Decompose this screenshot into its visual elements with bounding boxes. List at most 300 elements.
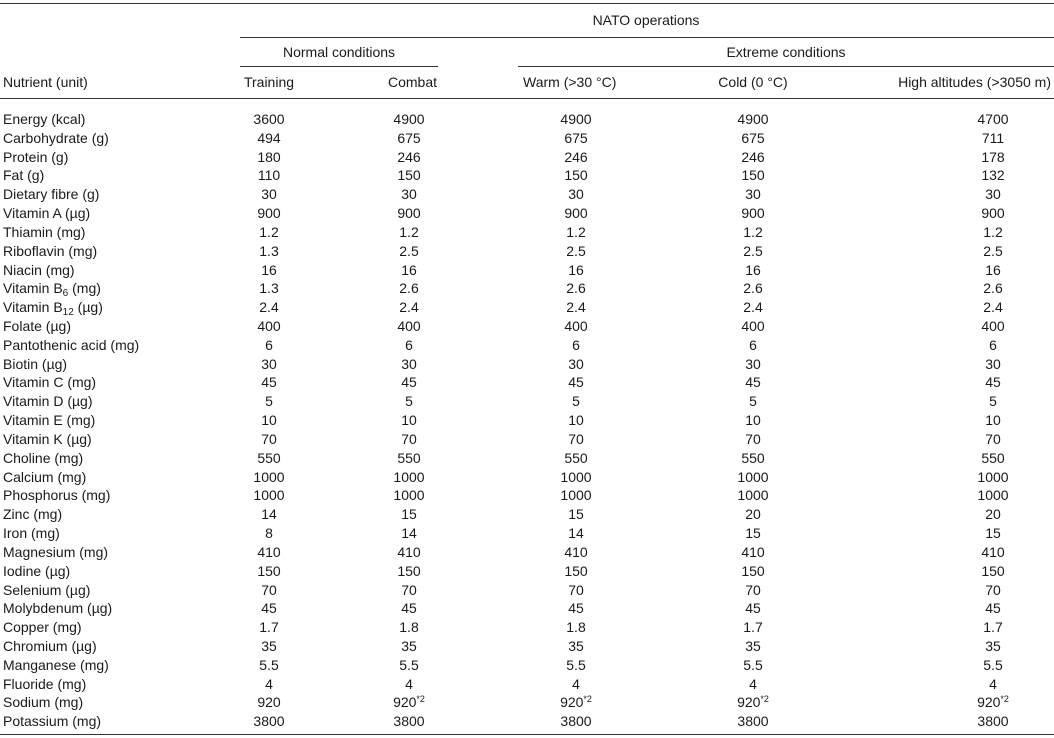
table-cell [399, 298, 418, 316]
cell-value: 10 [985, 412, 1001, 428]
table-cell [741, 166, 764, 184]
table-cell [985, 373, 1001, 391]
cell-value: 1000 [253, 487, 285, 503]
cell-value: 4 [989, 676, 997, 692]
row-label [3, 712, 101, 730]
table-cell [568, 505, 584, 523]
table-cell [985, 581, 1001, 599]
table-cell [981, 148, 1004, 166]
cell-value: 4900 [393, 111, 425, 127]
cell-value: 3800 [253, 713, 285, 729]
cell-value: 178 [981, 149, 1005, 165]
cell-value: 16 [401, 262, 417, 278]
row-label-text: Iodine (µg) [3, 563, 71, 579]
row-label [3, 693, 83, 711]
cell-value: 35 [401, 638, 417, 654]
row-label-text: Fluoride (mg) [3, 676, 87, 692]
row-label [3, 411, 95, 429]
table-cell [257, 562, 280, 580]
table-cell [261, 581, 277, 599]
table-cell [261, 637, 277, 655]
table-cell [737, 110, 768, 128]
table-cell [981, 204, 1004, 222]
table-cell [261, 599, 277, 617]
row-label [3, 524, 60, 542]
table-cell [983, 242, 1002, 260]
cell-value: 1000 [393, 487, 425, 503]
footnote-marker: *2 [416, 694, 425, 704]
table-cell [401, 505, 417, 523]
table-cell [572, 392, 580, 410]
row-label [3, 373, 96, 391]
cell-value: 1.8 [566, 619, 586, 635]
header-col-high-altitudes: High altitudes (>3050 m) [898, 74, 1051, 90]
cell-value: 900 [397, 205, 421, 221]
table-cell [257, 449, 280, 467]
cell-value: 1000 [560, 469, 592, 485]
cell-value: 15 [568, 506, 584, 522]
cell-value: 35 [745, 638, 761, 654]
row-label [3, 599, 112, 617]
table-cell [253, 110, 284, 128]
table-cell [981, 543, 1004, 561]
header-col-training: Training [243, 74, 295, 90]
cell-value: 10 [401, 412, 417, 428]
table-cell [989, 675, 997, 693]
row-label-text: Potassium (mg) [3, 713, 102, 729]
row-label [3, 166, 44, 184]
header-extreme-conditions: Extreme conditions [726, 44, 846, 60]
table-cell [745, 599, 761, 617]
table-cell [741, 543, 764, 561]
table-cell [981, 562, 1004, 580]
cell-value: 410 [564, 544, 588, 560]
table-cell [566, 618, 585, 636]
cell-value: 5 [989, 393, 997, 409]
row-label-text: Iron (mg) [3, 525, 60, 541]
row-label [3, 204, 90, 222]
row-label [3, 618, 82, 636]
cell-value: 4700 [977, 111, 1009, 127]
table-cell [399, 223, 418, 241]
table-cell [745, 373, 761, 391]
cell-value: 6 [265, 337, 273, 353]
table-cell [397, 148, 420, 166]
row-label-text: Vitamin B [3, 280, 63, 296]
cell-value: 132 [981, 167, 1005, 183]
cell-value: 550 [564, 450, 588, 466]
table-cell [265, 392, 273, 410]
cell-value: 70 [401, 431, 417, 447]
cell-value: 70 [401, 582, 417, 598]
table-cell [253, 712, 284, 730]
cell-value: 5 [265, 393, 273, 409]
row-label [3, 261, 75, 279]
cell-value: 920 [977, 694, 1001, 710]
row-label [3, 430, 92, 448]
cell-value: 1.2 [399, 224, 419, 240]
table-cell [564, 148, 587, 166]
table-cell [401, 355, 417, 373]
table-cell [564, 317, 587, 335]
cell-value: 410 [257, 544, 281, 560]
row-label-text: Vitamin B [3, 299, 63, 315]
table-cell [745, 411, 761, 429]
row-label [3, 543, 108, 561]
cell-value: 4 [749, 676, 757, 692]
row-label [3, 656, 109, 674]
cell-value: 70 [261, 431, 277, 447]
cell-value: 3800 [737, 713, 769, 729]
table-cell [393, 468, 424, 486]
row-label [3, 279, 101, 297]
table-cell [741, 129, 764, 147]
cell-value: 45 [745, 374, 761, 390]
cell-value: 30 [401, 356, 417, 372]
table-cell [401, 599, 417, 617]
table-cell [985, 524, 1001, 542]
cell-value: 1.8 [399, 619, 419, 635]
table-cell [257, 543, 280, 561]
cell-value: 70 [985, 431, 1001, 447]
header-bottom-rule [0, 98, 1054, 99]
table-cell [259, 223, 278, 241]
row-label-text: Calcium (mg) [3, 469, 87, 485]
cell-value: 150 [257, 563, 281, 579]
table-cell [401, 411, 417, 429]
cell-value: 900 [564, 205, 588, 221]
table-cell [259, 656, 278, 674]
table-cell [253, 468, 284, 486]
cell-value: 16 [985, 262, 1001, 278]
row-label-unit: (µg) [73, 299, 103, 315]
table-cell [261, 185, 277, 203]
table-cell [983, 618, 1002, 636]
cell-value: 70 [985, 582, 1001, 598]
table-cell [560, 468, 591, 486]
cell-value: 30 [985, 186, 1001, 202]
footnote-marker: *2 [583, 694, 592, 704]
extreme-rule [518, 66, 1054, 67]
cell-value: 4900 [737, 111, 769, 127]
cell-value: 150 [564, 563, 588, 579]
row-label-text: Zinc (mg) [3, 506, 63, 522]
table-cell [566, 279, 585, 297]
row-label-text: Thiamin (mg) [3, 224, 86, 240]
cell-value: 410 [397, 544, 421, 560]
cell-value: 5 [749, 393, 757, 409]
row-label-text: Magnesium (mg) [3, 544, 109, 560]
cell-value: 675 [564, 130, 588, 146]
table-cell [977, 693, 1009, 711]
cell-value: 70 [745, 582, 761, 598]
table-cell [258, 166, 280, 184]
cell-value: 5.5 [983, 657, 1003, 673]
cell-value: 10 [568, 412, 584, 428]
cell-value: 70 [745, 431, 761, 447]
table-cell [568, 185, 584, 203]
cell-value: 180 [257, 149, 281, 165]
cell-value: 20 [745, 506, 761, 522]
row-label [3, 185, 99, 203]
table-cell [257, 693, 280, 711]
table-cell [560, 110, 591, 128]
cell-value: 1.3 [259, 280, 279, 296]
table-cell [985, 505, 1001, 523]
cell-value: 4900 [560, 111, 592, 127]
table-cell [261, 355, 277, 373]
table-cell [745, 185, 761, 203]
row-label [3, 581, 90, 599]
cell-value: 16 [745, 262, 761, 278]
table-cell [985, 185, 1001, 203]
table-cell [405, 336, 413, 354]
cell-value: 550 [397, 450, 421, 466]
table-cell [985, 599, 1001, 617]
table-cell [393, 693, 425, 711]
table-cell [745, 524, 761, 542]
row-label-text: Vitamin K (µg) [3, 431, 92, 447]
cell-value: 4 [265, 676, 273, 692]
cell-value: 45 [261, 374, 277, 390]
table-cell [566, 242, 585, 260]
cell-value: 2.4 [566, 299, 586, 315]
cell-value: 920 [560, 694, 584, 710]
row-label-text: Fat (g) [3, 167, 45, 183]
cell-value: 246 [564, 149, 588, 165]
table-cell [401, 430, 417, 448]
table-cell [745, 261, 761, 279]
cell-value: 35 [261, 638, 277, 654]
cell-value: 711 [981, 130, 1005, 146]
cell-value: 10 [261, 412, 277, 428]
cell-value: 150 [397, 167, 421, 183]
table-cell [566, 223, 585, 241]
table-cell [564, 204, 587, 222]
cell-value: 1.7 [259, 619, 279, 635]
row-label-text: Energy (kcal) [3, 111, 86, 127]
table-cell [397, 129, 420, 147]
row-label-text: Biotin (µg) [3, 356, 68, 372]
table-cell [568, 411, 584, 429]
row-label-text: Pantothenic acid (mg) [3, 337, 140, 353]
row-label [3, 129, 109, 147]
table-cell [737, 486, 768, 504]
row-label-text: Niacin (mg) [3, 262, 75, 278]
table-cell [981, 449, 1004, 467]
cell-value: 15 [401, 506, 417, 522]
cell-value: 400 [257, 318, 281, 334]
cell-value: 110 [257, 167, 281, 183]
row-label [3, 223, 85, 241]
table-cell [397, 543, 420, 561]
cell-value: 3800 [560, 713, 592, 729]
table-cell [259, 242, 278, 260]
table-cell [983, 223, 1002, 241]
row-label-text: Chromium (µg) [3, 638, 97, 654]
cell-value: 550 [257, 450, 281, 466]
cell-value: 1000 [560, 487, 592, 503]
cell-value: 70 [568, 582, 584, 598]
cell-value: 150 [397, 563, 421, 579]
row-label [3, 675, 86, 693]
table-cell [399, 279, 418, 297]
cell-value: 30 [745, 356, 761, 372]
cell-value: 5.5 [259, 657, 279, 673]
table-cell [985, 411, 1001, 429]
table-cell [568, 599, 584, 617]
table-cell [977, 486, 1008, 504]
table-cell [393, 486, 424, 504]
cell-value: 1000 [253, 469, 285, 485]
table-cell [743, 618, 762, 636]
table-cell [261, 505, 277, 523]
table-cell [399, 242, 418, 260]
cell-value: 3800 [977, 713, 1009, 729]
table-cell [265, 675, 273, 693]
table-cell [405, 675, 413, 693]
table-cell [741, 317, 764, 335]
row-label-text: Selenium (µg) [3, 582, 91, 598]
header-row-label: Nutrient (unit) [3, 74, 88, 90]
cell-value: 5.5 [566, 657, 586, 673]
table-cell [741, 562, 764, 580]
table-cell [985, 637, 1001, 655]
table-cell [259, 298, 278, 316]
cell-value: 5.5 [743, 657, 763, 673]
table-cell [745, 581, 761, 599]
table-cell [741, 449, 764, 467]
cell-value: 70 [261, 582, 277, 598]
table-cell [737, 712, 768, 730]
row-label [3, 486, 110, 504]
cell-value: 4 [572, 676, 580, 692]
table-cell [741, 148, 764, 166]
cell-value: 246 [741, 149, 765, 165]
cell-value: 8 [265, 525, 273, 541]
table-cell [564, 562, 587, 580]
cell-value: 3800 [393, 713, 425, 729]
table-cell [568, 355, 584, 373]
row-label-text: Choline (mg) [3, 450, 84, 466]
row-label-text: Carbohydrate (g) [3, 130, 109, 146]
table-cell [261, 430, 277, 448]
cell-value: 45 [568, 600, 584, 616]
row-label [3, 392, 93, 410]
cell-value: 400 [564, 318, 588, 334]
table-cell [265, 336, 273, 354]
cell-value: 410 [741, 544, 765, 560]
table-cell [564, 449, 587, 467]
cell-value: 1000 [977, 469, 1009, 485]
cell-value: 20 [985, 506, 1001, 522]
table-cell [741, 204, 764, 222]
normal-rule [240, 66, 438, 67]
cell-value: 410 [981, 544, 1005, 560]
table-cell [401, 637, 417, 655]
cell-value: 70 [568, 431, 584, 447]
cell-value: 150 [981, 563, 1005, 579]
table-cell [985, 430, 1001, 448]
row-label [3, 637, 97, 655]
table-cell [560, 712, 591, 730]
table-cell [564, 543, 587, 561]
table-cell [743, 656, 762, 674]
table-cell [737, 468, 768, 486]
cell-value: 1.3 [259, 243, 279, 259]
cell-value: 150 [741, 167, 765, 183]
table-cell [985, 355, 1001, 373]
table-cell [261, 411, 277, 429]
table-cell [572, 675, 580, 693]
header-normal-conditions: Normal conditions [282, 44, 396, 60]
table-cell [743, 242, 762, 260]
cell-value: 1000 [977, 487, 1009, 503]
row-label [3, 336, 139, 354]
row-label [3, 110, 85, 128]
row-label-text: Dietary fibre (g) [3, 186, 100, 202]
cell-value: 5.5 [399, 657, 419, 673]
table-cell [257, 129, 280, 147]
cell-value: 675 [741, 130, 765, 146]
cell-value: 4 [405, 676, 413, 692]
row-label-unit: (mg) [68, 280, 101, 296]
table-cell [977, 468, 1008, 486]
cell-value: 2.6 [566, 280, 586, 296]
cell-value: 246 [397, 149, 421, 165]
cell-value: 1.2 [983, 224, 1003, 240]
table-cell [572, 336, 580, 354]
table-cell [399, 618, 418, 636]
cell-value: 2.6 [399, 280, 419, 296]
table-cell [401, 581, 417, 599]
table-cell [745, 637, 761, 655]
row-label [3, 298, 103, 316]
table-cell [401, 524, 417, 542]
table-cell [568, 373, 584, 391]
header-group-title: NATO operations [592, 12, 700, 28]
row-label [3, 355, 67, 373]
row-label-text: Vitamin D (µg) [3, 393, 93, 409]
row-label-text: Riboflavin (mg) [3, 243, 98, 259]
table-cell [566, 298, 585, 316]
header-col-combat: Combat [387, 74, 437, 90]
row-label-subscript: 6 [62, 288, 69, 299]
table-cell [745, 505, 761, 523]
cell-value: 45 [985, 374, 1001, 390]
table-cell [257, 317, 280, 335]
row-label-text: Manganese (mg) [3, 657, 109, 673]
cell-value: 5 [572, 393, 580, 409]
table-cell [257, 204, 280, 222]
cell-value: 2.5 [983, 243, 1003, 259]
cell-value: 16 [568, 262, 584, 278]
footnote-marker: *2 [760, 694, 769, 704]
table-cell [253, 486, 284, 504]
cell-value: 45 [401, 374, 417, 390]
table-cell [749, 392, 757, 410]
table-cell [568, 524, 584, 542]
row-label-text: Vitamin A (µg) [3, 205, 91, 221]
table-cell [982, 129, 1004, 147]
cell-value: 35 [985, 638, 1001, 654]
cell-value: 1.2 [743, 224, 763, 240]
row-label [3, 449, 83, 467]
row-label [3, 148, 68, 166]
table-cell [568, 430, 584, 448]
table-cell [261, 373, 277, 391]
cell-value: 150 [741, 563, 765, 579]
